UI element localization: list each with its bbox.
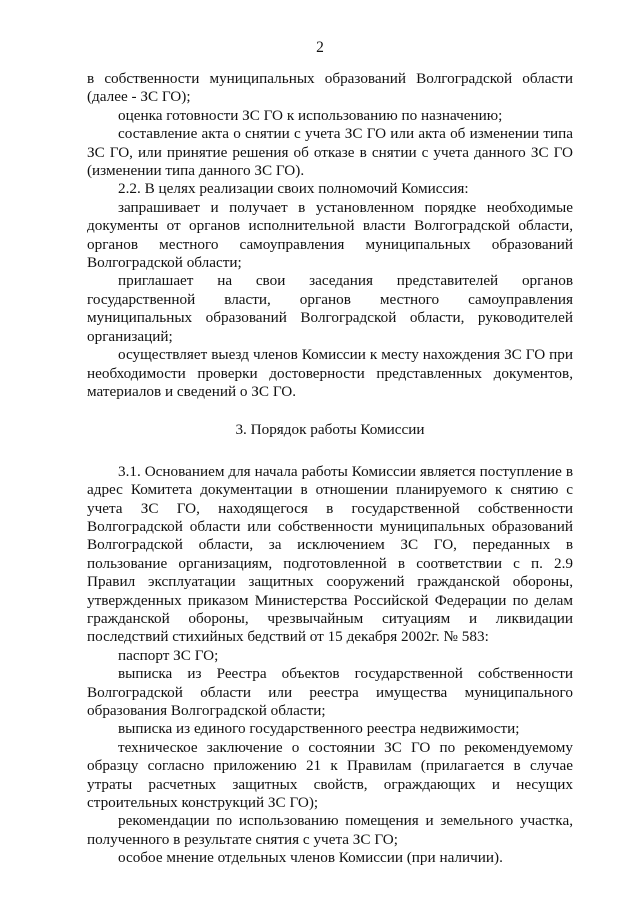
- paragraph: составление акта о снятии с учета ЗС ГО или акта об изменении типа ЗС ГО, или принятие решения об отказе в снятии с учета данного ЗС ГО (изменении типа данного ЗС ГО).: [87, 125, 573, 180]
- paragraph: запрашивает и получает в установленном порядке необходимые документы от органов исполнительной власти Волгоградской области, органов местного самоуправления муниципальных образований Волгоградской области;: [87, 198, 573, 272]
- list-item: выписка из Реестра объектов государственной собственности Волгоградской области или реестра имущества муниципального образования Волгоградской области;: [87, 665, 573, 719]
- paragraph: в собственности муниципальных образований Волгоградской области (далее - ЗС ГО);: [87, 70, 573, 106]
- document-body: [87, 70, 573, 868]
- page-number: 2: [316, 39, 324, 56]
- paragraph: оценка готовности ЗС ГО к использованию по назначению;: [118, 106, 503, 124]
- paragraph: осуществляет выезд членов Комиссии к месту нахождения ЗС ГО при необходимости проверки достоверности представленных документов, материалов и сведений о ЗС ГО.: [87, 346, 573, 400]
- section-heading: 3. Порядок работы Комиссии: [235, 421, 425, 439]
- paragraph: приглашает на свои заседания представителей органов государственной власти, органов местного самоуправления муниципальных образований Волгоградской области, руководителей организаций;: [87, 272, 573, 345]
- list-item: особое мнение отдельных членов Комиссии (при наличии).: [118, 849, 503, 867]
- list-item: рекомендации по использованию помещения и земельного участка, полученного в результате снятия с учета ЗС ГО;: [87, 812, 573, 848]
- paragraph: 3.1. Основанием для начала работы Комиссии является поступление в адрес Комитета документации в отношении планируемого к снятию с учета ЗС ГО, находящегося в государственной собственности Волгоградской области или собственности муниципальных образований Волгоградской области, за исключением ЗС ГО, переданных в пользование организациям, подготовленной в соответствии с п. 2.9 Правил эксплуатации защитных сооружений гражданской обороны, утвержденных приказом Министерства Российской Федерации по делам гражданской обороны, чрезвычайным ситуациям и ликвидации последствий стихийных бедствий от 15 декабря 2002г. № 583:: [87, 462, 573, 646]
- paragraph: 2.2. В целях реализации своих полномочий Комиссия:: [118, 180, 469, 198]
- list-item: техническое заключение о состоянии ЗС ГО по рекомендуемому образцу согласно приложению 21 к Правилам (прилагается в случае утраты расчетных защитных свойств, ограждающих и несущих строительных конструкций ЗС ГО);: [87, 738, 573, 812]
- list-item: паспорт ЗС ГО;: [118, 646, 219, 664]
- list-item: выписка из единого государственного реестра недвижимости;: [118, 720, 520, 738]
